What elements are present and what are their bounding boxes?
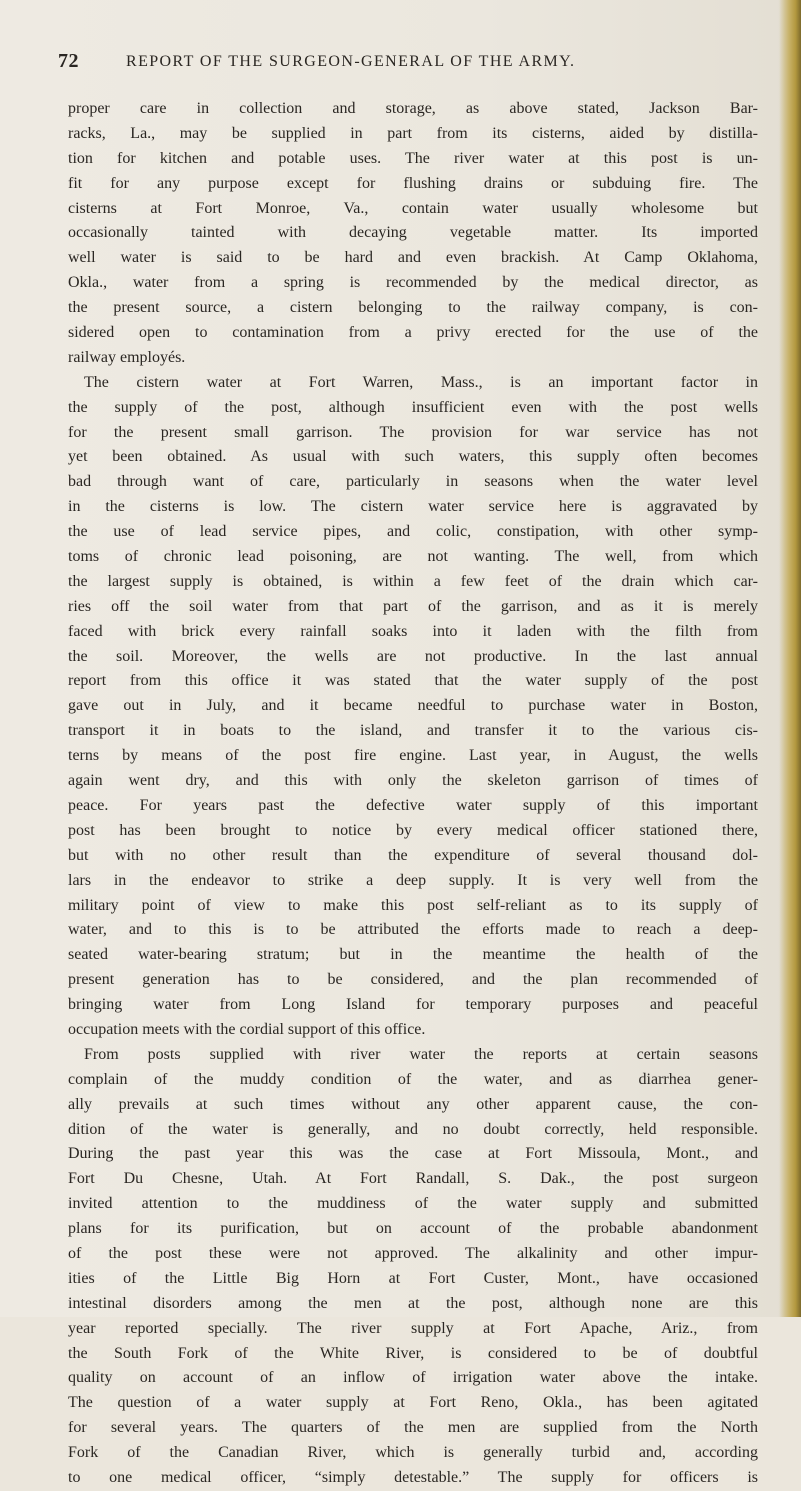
text-line: faced with brick every rainfall soaks into it laden with the filth from: [68, 622, 758, 640]
text-line: The question of a water supply at Fort Reno, Okla., has been agitated: [68, 1394, 758, 1412]
text-line: report from this office it was stated that the water supply of the post: [68, 672, 758, 690]
page-number: 72: [58, 50, 79, 72]
text-line: gave out in July, and it became needful to purchase water in Boston,: [68, 697, 758, 715]
text-line: present generation has to be considered, and the plan recommended of: [68, 971, 758, 989]
text-line: The cistern water at Fort Warren, Mass., is an important factor in: [84, 373, 758, 391]
text-line: sidered open to contamination from a privy erected for the use of the: [68, 324, 758, 342]
text-line: in the cisterns is low. The cistern water service here is aggravated by: [68, 498, 758, 516]
text-line: ally prevails at such times without any other apparent cause, the con-: [68, 1095, 758, 1113]
text-line: proper care in collection and storage, as above stated, Jackson Bar-: [68, 100, 758, 117]
text-line: the South Fork of the White River, is considered to be of doubtful: [68, 1344, 758, 1362]
text-line: tion for kitchen and potable uses. The river water at this post is un-: [68, 149, 758, 167]
body-text: [68, 97, 758, 1491]
text-line: cisterns at Fort Monroe, Va., contain water usually wholesome but: [68, 199, 758, 217]
text-line: Fork of the Canadian River, which is generally turbid and, according: [68, 1444, 758, 1462]
text-line: again went dry, and this with only the skeleton garrison of times of: [68, 772, 758, 790]
text-line: fit for any purpose except for flushing drains or subduing fire. The: [68, 174, 758, 192]
text-line: Okla., water from a spring is recommended by the medical director, as: [68, 274, 758, 292]
text-line: the supply of the post, although insufficient even with the post wells: [68, 398, 758, 416]
text-line: complain of the muddy condition of the water, and as diarrhea gener-: [68, 1070, 758, 1088]
text-line: railway employés.: [68, 348, 186, 366]
text-line: lars in the endeavor to strike a deep supply. It is very well from the: [68, 871, 758, 889]
page-header: [58, 50, 758, 80]
text-line: intestinal disorders among the men at the post, although none are this: [68, 1294, 758, 1312]
text-line: the largest supply is obtained, is within a few feet of the drain which car-: [68, 572, 758, 590]
text-line: water, and to this is to be attributed the efforts made to reach a deep-: [68, 921, 758, 939]
text-line: transport it in boats to the island, and transfer it to the various cis-: [68, 722, 758, 740]
text-line: for several years. The quarters of the men are supplied from the North: [68, 1419, 758, 1437]
text-line: toms of chronic lead poisoning, are not wanting. The well, from which: [68, 548, 758, 566]
text-line: year reported specially. The river supply at Fort Apache, Ariz., from: [68, 1319, 758, 1337]
text-line: From posts supplied with river water the reports at certain seasons: [84, 1045, 758, 1063]
text-line: plans for its purification, but on account of the probable abandonment: [68, 1220, 758, 1238]
text-line: to one medical officer, “simply detestable.” The supply for officers is: [68, 1468, 758, 1486]
page-edge: [779, 0, 801, 1317]
text-line: racks, La., may be supplied in part from its cisterns, aided by distilla-: [68, 124, 758, 142]
text-line: the soil. Moreover, the wells are not productive. In the last annual: [68, 647, 758, 665]
text-line: bringing water from Long Island for temporary purposes and peaceful: [68, 996, 758, 1014]
text-line: post has been brought to notice by every medical officer stationed there,: [68, 821, 758, 839]
text-line: the present source, a cistern belonging to the railway company, is con-: [68, 299, 758, 317]
text-line: peace. For years past the defective water supply of this important: [68, 796, 758, 814]
running-head: REPORT OF THE SURGEON-GENERAL OF THE ARMY.: [126, 53, 576, 70]
text-line: ries off the soil water from that part of the garrison, and as it is merely: [68, 597, 758, 615]
text-line: invited attention to the muddiness of the water supply and submitted: [68, 1195, 758, 1213]
text-line: the use of lead service pipes, and colic, constipation, with other symp-: [68, 523, 758, 541]
text-line: terns by means of the post fire engine. Last year, in August, the wells: [68, 747, 758, 765]
text-line: of the post these were not approved. The alkalinity and other impur-: [68, 1244, 758, 1262]
text-line: Fort Du Chesne, Utah. At Fort Randall, S. Dak., the post surgeon: [68, 1170, 758, 1188]
text-line: bad through want of care, particularly in seasons when the water level: [68, 473, 758, 491]
text-line: well water is said to be hard and even brackish. At Camp Oklahoma,: [68, 249, 758, 267]
text-line: seated water-bearing stratum; but in the meantime the health of the: [68, 946, 758, 964]
text-line: occasionally tainted with decaying vegetable matter. Its imported: [68, 224, 758, 242]
text-line: ities of the Little Big Horn at Fort Custer, Mont., have occasioned: [68, 1269, 758, 1287]
text-line: During the past year this was the case at Fort Missoula, Mont., and: [68, 1145, 758, 1163]
text-line: military point of view to make this post self-reliant as to its supply of: [68, 896, 758, 914]
text-line: but with no other result than the expenditure of several thousand dol-: [68, 846, 758, 864]
text-line: dition of the water is generally, and no doubt correctly, held responsible.: [68, 1120, 758, 1138]
text-line: occupation meets with the cordial support of this office.: [68, 1020, 426, 1038]
text-line: yet been obtained. As usual with such waters, this supply often becomes: [68, 448, 758, 466]
text-line: for the present small garrison. The provision for war service has not: [68, 423, 758, 441]
text-line: quality on account of an inflow of irrigation water above the intake.: [68, 1369, 758, 1387]
